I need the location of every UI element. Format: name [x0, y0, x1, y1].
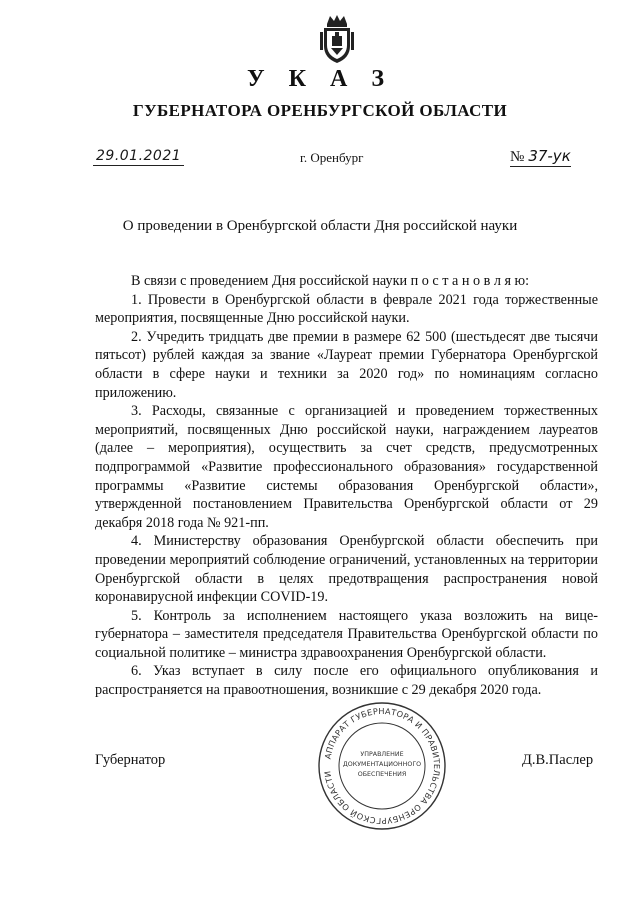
preamble-paragraph: В связи с проведением Дня российской науки п о с т а н о в л я ю:: [131, 273, 530, 289]
document-number-prefix: №: [510, 149, 525, 165]
document-date: 29.01.2021: [93, 148, 184, 166]
signatory-name: Д.В.Паслер: [522, 752, 594, 768]
document-city: г. Оренбург: [300, 150, 364, 165]
stamp-center-line-2: ДОКУМЕНТАЦИОННОГО: [342, 761, 422, 768]
stamp-center-line-3: ОБЕСПЕЧЕНИЯ: [357, 771, 407, 778]
signatory-position: Губернатор: [95, 752, 166, 768]
clause-paragraph-1: 1. Провести в Оренбургской области в феврале 2021 года торжественные мероприятия, посвященные Дню российской науки.: [95, 291, 598, 327]
document-type-title: У К А З: [246, 66, 393, 92]
official-stamp: [316, 700, 448, 832]
stamp-ring-text: АППАРАТ ГУБЕРНАТОРА И ПРАВИТЕЛЬСТВА ОРЕНБУРГСКОЙ ОБЛАСТИ: [322, 705, 443, 827]
document-number: [510, 147, 571, 167]
clause-paragraph-4: 4. Министерству образования Оренбургской области обеспечить при проведении мероприятий соблюдение ограничений, установленных на территории Оренбургской области в целях предотвращения распространения новой коронавирусной инфекции COVID-19.: [95, 533, 598, 606]
issuer-title: ГУБЕРНАТОРА ОРЕНБУРГСКОЙ ОБЛАСТИ: [132, 101, 508, 120]
clause-paragraph-5: 5. Контроль за исполнением настоящего указа возложить на вице-губернатора – заместителя председателя Правительства Оренбургской области по социальной политике – министра здравоохранения Оренбургской области.: [95, 607, 598, 661]
clause-paragraph-2: 2. Учредить тридцать две премии в размере 62 500 (шестьдесят две тысячи пятьсот) рублей каждая за звание «Лауреат премии Губернатора Оренбургской области в сфере науки и техники за 2020 год» по номинациям согласно приложению.: [95, 328, 598, 401]
document-subject: О проведении в Оренбургской области Дня российской науки: [122, 218, 518, 234]
document-body: [95, 272, 598, 700]
coat-of-arms-icon: [318, 14, 356, 64]
clause-paragraph-3: 3. Расходы, связанные с организацией и проведением торжественных мероприятий, посвященных Дню российской науки, награждением лауреатов (далее – мероприятия), осуществить за счет средств, предусмотренных подпрограммой «Развитие профессионального образования» государственной программы «Развитие системы образования Оренбургской области», утвержденной постановлением Правительства Оренбургской области от 29 декабря 2018 года № 921-пп.: [95, 403, 598, 531]
document-number-value: 37-ук: [528, 147, 571, 165]
clause-paragraph-6: 6. Указ вступает в силу после его официального опубликования и распространяется на правоотношения, возникшие с 29 декабря 2020 года.: [95, 663, 598, 699]
stamp-center-line-1: УПРАВЛЕНИЕ: [360, 751, 404, 758]
